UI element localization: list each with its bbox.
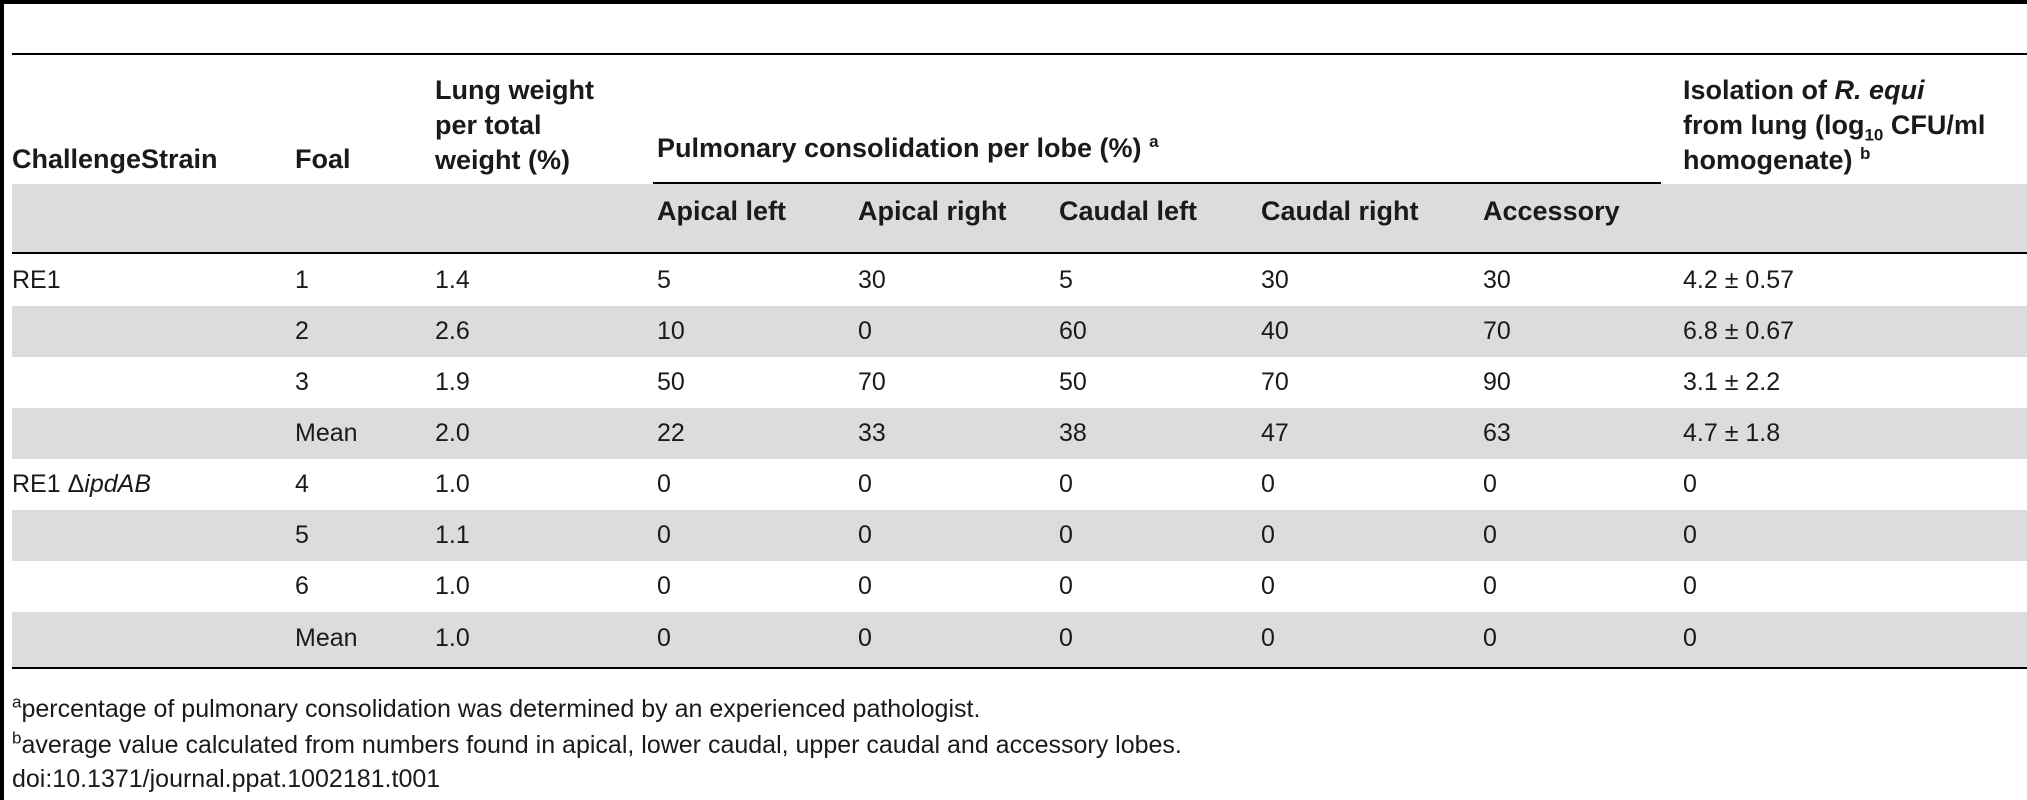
cell-caudal-right: 30: [1261, 266, 1289, 294]
header-lobe-apical-right: Apical right: [858, 196, 1007, 226]
cell-caudal-right: 0: [1261, 572, 1275, 600]
subheader-band: [12, 184, 2027, 252]
cell-foal: 5: [295, 521, 309, 549]
header-rule: [12, 252, 2027, 254]
cell-accessory: 0: [1483, 521, 1497, 549]
cell-foal: 1: [295, 266, 309, 294]
cell-apical-left: 0: [657, 521, 671, 549]
cell-weight: 2.6: [435, 317, 470, 345]
cell-caudal-left: 0: [1059, 624, 1073, 652]
header-foal: Foal: [295, 144, 351, 174]
bottom-rule: [12, 667, 2027, 669]
cell-isolation: 4.2 ± 0.57: [1683, 266, 1795, 294]
cell-caudal-right: 70: [1261, 368, 1289, 396]
header-lobe-accessory: Accessory: [1483, 196, 1620, 226]
cell-apical-left: 50: [657, 368, 685, 396]
cell-caudal-left: 0: [1059, 470, 1073, 498]
cell-caudal-left: 5: [1059, 266, 1073, 294]
cell-apical-left: 0: [657, 470, 671, 498]
row-band-6: [12, 510, 2027, 561]
cell-isolation: 0: [1683, 572, 1697, 600]
cell-accessory: 90: [1483, 368, 1511, 396]
cell-accessory: 30: [1483, 266, 1511, 294]
header-pulmonary-consolidation: Pulmonary consolidation per lobe (%) $^a$: [657, 132, 1159, 163]
cell-weight: 1.9: [435, 368, 470, 396]
cell-apical-right: 0: [858, 521, 872, 549]
cell-weight: 1.0: [435, 470, 470, 498]
header-lobe-apical-left: Apical left: [657, 196, 787, 226]
cell-weight: 1.0: [435, 572, 470, 600]
cell-foal: Mean: [295, 419, 358, 447]
cell-accessory: 0: [1483, 572, 1497, 600]
cell-apical-right: 0: [858, 624, 872, 652]
cell-caudal-left: 0: [1059, 572, 1073, 600]
cell-weight: 1.4: [435, 266, 470, 294]
cell-apical-left: 22: [657, 419, 685, 447]
doi-link[interactable]: doi:10.1371/journal.ppat.1002181.t001: [12, 765, 441, 793]
header-isolation: Isolation of R. equi from lung ($\log_{10}$ CFU/ml homogenate) $^b$: [1683, 75, 1986, 175]
cell-strain: RE1: [12, 266, 61, 294]
cell-apical-right: 30: [858, 266, 886, 294]
cell-isolation: 4.7 ± 1.8: [1683, 419, 1781, 447]
cell-apical-left: 5: [657, 266, 671, 294]
cell-apical-left: 0: [657, 572, 671, 600]
footnote-b: $^b$average value calculated from numbers found in apical, lower caudal, upper caudal and accessory lobes.: [12, 728, 1182, 759]
cell-accessory: 0: [1483, 624, 1497, 652]
header-lobe-caudal-right: Caudal right: [1261, 196, 1419, 226]
cell-caudal-right: 40: [1261, 317, 1289, 345]
cell-foal: Mean: [295, 624, 358, 652]
cell-isolation: 0: [1683, 470, 1697, 498]
cell-foal: 3: [295, 368, 309, 396]
cell-apical-right: 0: [858, 317, 872, 345]
cell-caudal-left: 50: [1059, 368, 1087, 396]
cell-isolation: 0: [1683, 624, 1697, 652]
cell-foal: 4: [295, 470, 309, 498]
cell-weight: 2.0: [435, 419, 470, 447]
cell-weight: 1.1: [435, 521, 470, 549]
cell-strain: RE1 ΔipdAB: [12, 470, 151, 498]
cell-caudal-right: 0: [1261, 521, 1275, 549]
cell-accessory: 63: [1483, 419, 1511, 447]
cell-caudal-left: 0: [1059, 521, 1073, 549]
cell-caudal-left: 38: [1059, 419, 1087, 447]
cell-caudal-right: 0: [1261, 624, 1275, 652]
cell-foal: 6: [295, 572, 309, 600]
cell-apical-right: 0: [858, 470, 872, 498]
footnote-a: $^a$percentage of pulmonary consolidation was determined by an experienced pathologist.: [12, 692, 981, 723]
cell-apical-left: 10: [657, 317, 685, 345]
header-lobe-caudal-left: Caudal left: [1059, 196, 1198, 226]
header-lung-weight: Lung weight per total weight (%): [435, 75, 594, 175]
cell-apical-right: 33: [858, 419, 886, 447]
cell-caudal-right: 0: [1261, 470, 1275, 498]
top-rule: [12, 53, 2027, 55]
cell-accessory: 0: [1483, 470, 1497, 498]
cell-weight: 1.0: [435, 624, 470, 652]
cell-foal: 2: [295, 317, 309, 345]
cell-accessory: 70: [1483, 317, 1511, 345]
cell-caudal-left: 60: [1059, 317, 1087, 345]
cell-isolation: 6.8 ± 0.67: [1683, 317, 1795, 345]
cell-apical-right: 0: [858, 572, 872, 600]
cell-isolation: 0: [1683, 521, 1697, 549]
cell-isolation: 3.1 ± 2.2: [1683, 368, 1781, 396]
cell-caudal-right: 47: [1261, 419, 1289, 447]
cell-apical-left: 0: [657, 624, 671, 652]
cell-apical-right: 70: [858, 368, 886, 396]
header-challenge-strain: ChallengeStrain: [12, 144, 218, 174]
